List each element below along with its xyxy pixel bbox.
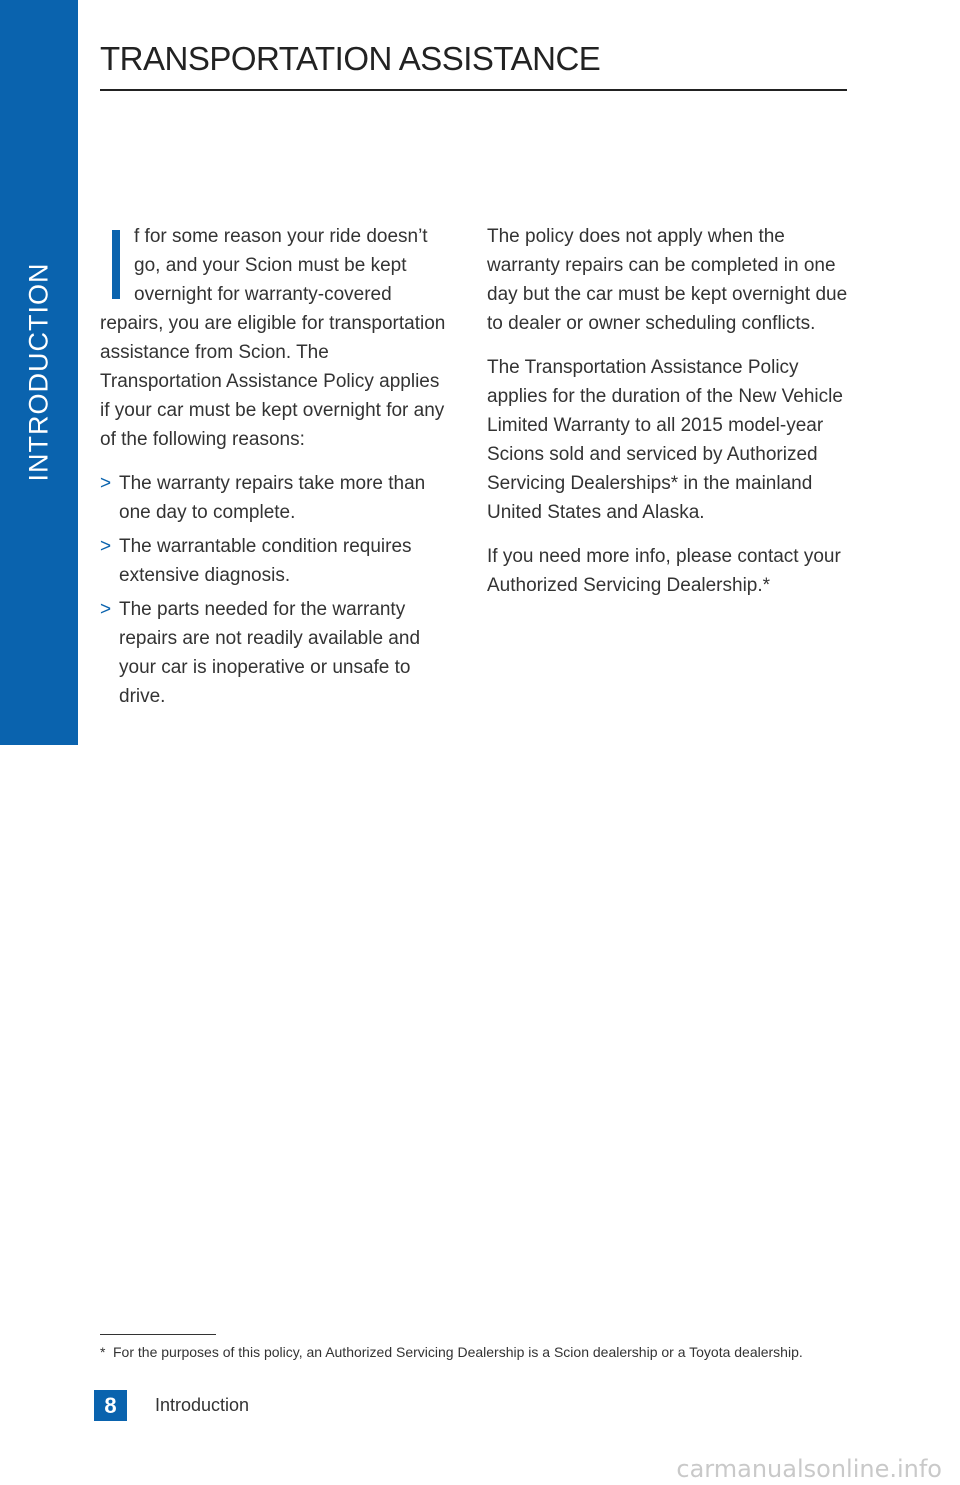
left-column <box>100 222 452 716</box>
footnote-text: For the purposes of this policy, an Authorized Servicing Dealership is a Scion dealership or a Toyota dealership. <box>113 1344 803 1360</box>
list-item-text: The parts needed for the warranty repairs are not readily available and your car is inoperative or unsafe to drive. <box>119 599 421 707</box>
list-item-text: The warranty repairs take more than one day to complete. <box>119 473 426 523</box>
bullet-chevron-icon: > <box>100 536 112 557</box>
list-item <box>100 532 452 590</box>
list-item-text: The warrantable condition requires extensive diagnosis. <box>119 536 412 586</box>
intro-paragraph <box>100 222 452 454</box>
footnote-marker: * <box>100 1344 106 1360</box>
intro-text: f for some reason your ride doesn’t go, and your Scion must be kept overnight for warranty-covered repairs, you are eligible for transportation assistance from Scion. The Transportation Assistance Policy applies if your car must be kept overnight for any of the following reasons: <box>100 226 446 450</box>
page-number-badge: 8 <box>94 1390 127 1421</box>
drop-cap <box>112 230 120 299</box>
reasons-list <box>100 469 452 711</box>
list-item <box>100 469 452 527</box>
footnote <box>100 1343 833 1361</box>
section-side-tab <box>0 0 78 745</box>
contact-paragraph: If you need more info, please contact your Authorized Servicing Dealership.* <box>487 546 841 596</box>
bullet-chevron-icon: > <box>100 473 112 494</box>
page-title: TRANSPORTATION ASSISTANCE <box>100 40 601 77</box>
policy-duration-paragraph: The Transportation Assistance Policy applies for the duration of the New Vehicle Limited Warranty to all 2015 model-year Scions sold and serviced by Authorized Servicing Dealerships* in the mainland United States and Alaska. <box>487 357 843 523</box>
footer-section-name: Introduction <box>155 1395 250 1415</box>
title-divider <box>100 89 847 91</box>
list-item <box>100 595 452 711</box>
watermark: carmanualsonline.info <box>676 1455 942 1483</box>
right-column <box>487 222 849 615</box>
bullet-chevron-icon: > <box>100 599 112 620</box>
footnote-divider <box>100 1334 216 1335</box>
section-tab-label: INTRODUCTION <box>23 262 54 482</box>
policy-exception-paragraph: The policy does not apply when the warranty repairs can be completed in one day but the car must be kept overnight due to dealer or owner scheduling conflicts. <box>487 226 848 334</box>
